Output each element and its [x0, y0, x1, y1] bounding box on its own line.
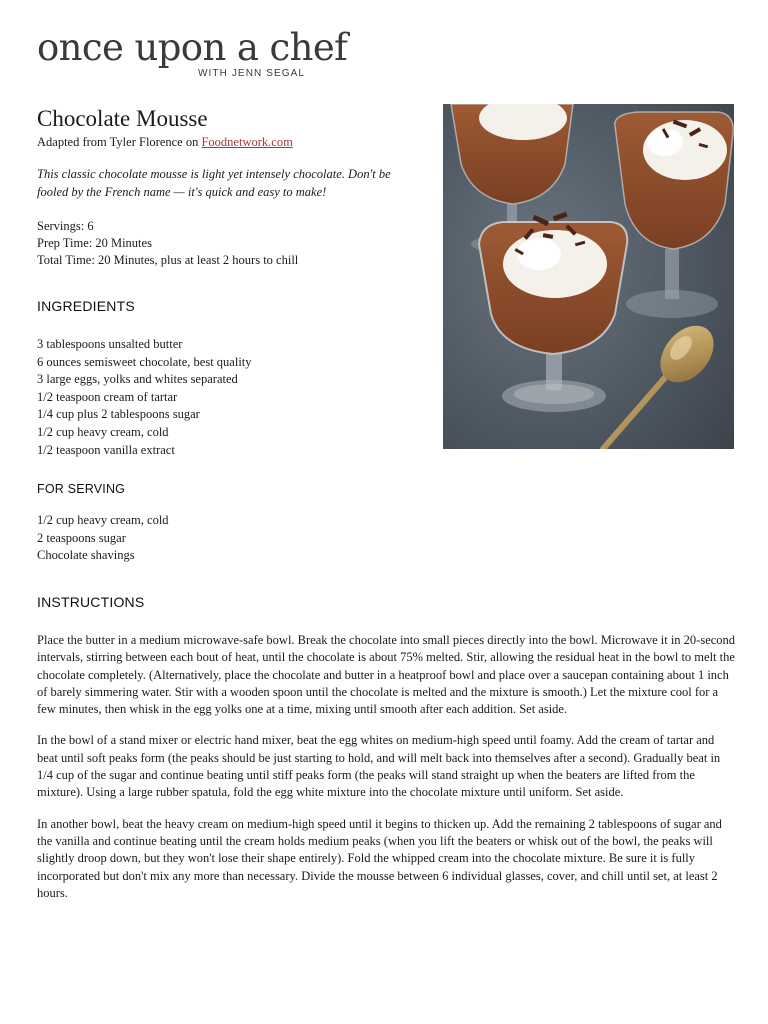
list-item: 1/2 cup heavy cream, cold [37, 424, 169, 439]
for-serving-heading: FOR SERVING [37, 482, 126, 496]
list-item: 1/2 teaspoon vanilla extract [37, 442, 175, 457]
list-item: Chocolate shavings [37, 548, 135, 563]
chocolate-mousse-photo [443, 104, 734, 449]
instruction-step: Place the butter in a medium microwave-safe bowl. Break the chocolate into small pieces directly into the bowl. Microwave it in 20-second intervals, stirring between each bout of heat, until the chocolate is about 75% melted. Stir, allowing the residual heat in the bowl to melt the chocolate completely. (Alternatively, place the chocolate and butter in a heatproof bowl and place over a saucepan containing about 1 inch of barely simmering water. Stir with a wooden spoon until the chocolate is melted and the mixture is smooth.) Let the mixture cool for a few minutes, then whisk in the egg yolks one at a time, mixing until smooth after each addition. Set aside. [37, 633, 736, 717]
servings: Servings: 6 [37, 219, 94, 233]
instruction-step: In another bowl, beat the heavy cream on medium-high speed until it begins to thicken up. Add the remaining 2 tablespoons of sugar and the vanilla and continue beating until the cream holds medium peaks (when you lift the beaters or whisk out of the bowl, the peaks will slightly droop down, but they won't lose their shape entirely). Fold the whipped cream into the chocolate mixture. Be sure it is fully incorporated but don't mix any more than necessary. Divide the mousse between 6 individual glasses, cover, and chill until set, at least 2 hours. [37, 816, 722, 900]
source-link[interactable]: Foodnetwork.com [201, 135, 293, 149]
adapted-from-line [37, 134, 293, 150]
list-item: 3 tablespoons unsalted butter [37, 337, 183, 351]
serving-list [37, 512, 169, 565]
logo-text: once upon a chef [37, 26, 348, 69]
site-logo[interactable] [37, 26, 348, 79]
ingredients-heading: INGREDIENTS [37, 298, 135, 314]
ingredients-list [37, 336, 252, 459]
recipe-title: Chocolate Mousse [37, 106, 208, 131]
instructions-heading: INSTRUCTIONS [37, 594, 145, 610]
list-item: 2 teaspoons sugar [37, 530, 126, 545]
recipe-intro: This classic chocolate mousse is light yet intensely chocolate. Don't be fooled by the French name — it's quick and easy to make! [37, 167, 391, 199]
adapted-prefix: Adapted from Tyler Florence on [37, 135, 202, 149]
instruction-step: In the bowl of a stand mixer or electric hand mixer, beat the egg whites on medium-high speed until foamy. Add the cream of tartar and beat until soft peaks form (the peaks should be just starting to hold, and will melt back into themselves after a second). Gradually beat in 1/4 cup of the sugar and continue beating until stiff peaks form (the peaks will stand straight up when the beaters are lifted from the mixture). Using a large rubber spatula, fold the egg white mixture into the chocolate mixture until uniform. Set aside. [37, 733, 721, 800]
list-item: 6 ounces semisweet chocolate, best quality [37, 354, 252, 369]
prep-time: Prep Time: 20 Minutes [37, 236, 152, 250]
list-item: 3 large eggs, yolks and whites separated [37, 372, 238, 387]
list-item: 1/2 cup heavy cream, cold [37, 513, 169, 527]
list-item: 1/2 teaspoon cream of tartar [37, 389, 178, 404]
list-item: 1/4 cup plus 2 tablespoons sugar [37, 407, 200, 422]
logo-subtitle: WITH JENN SEGAL [198, 68, 306, 79]
total-time: Total Time: 20 Minutes, plus at least 2 hours to chill [37, 253, 299, 267]
recipe-meta [37, 218, 298, 269]
mousse-illustration [443, 104, 734, 449]
instructions-body [37, 632, 737, 916]
